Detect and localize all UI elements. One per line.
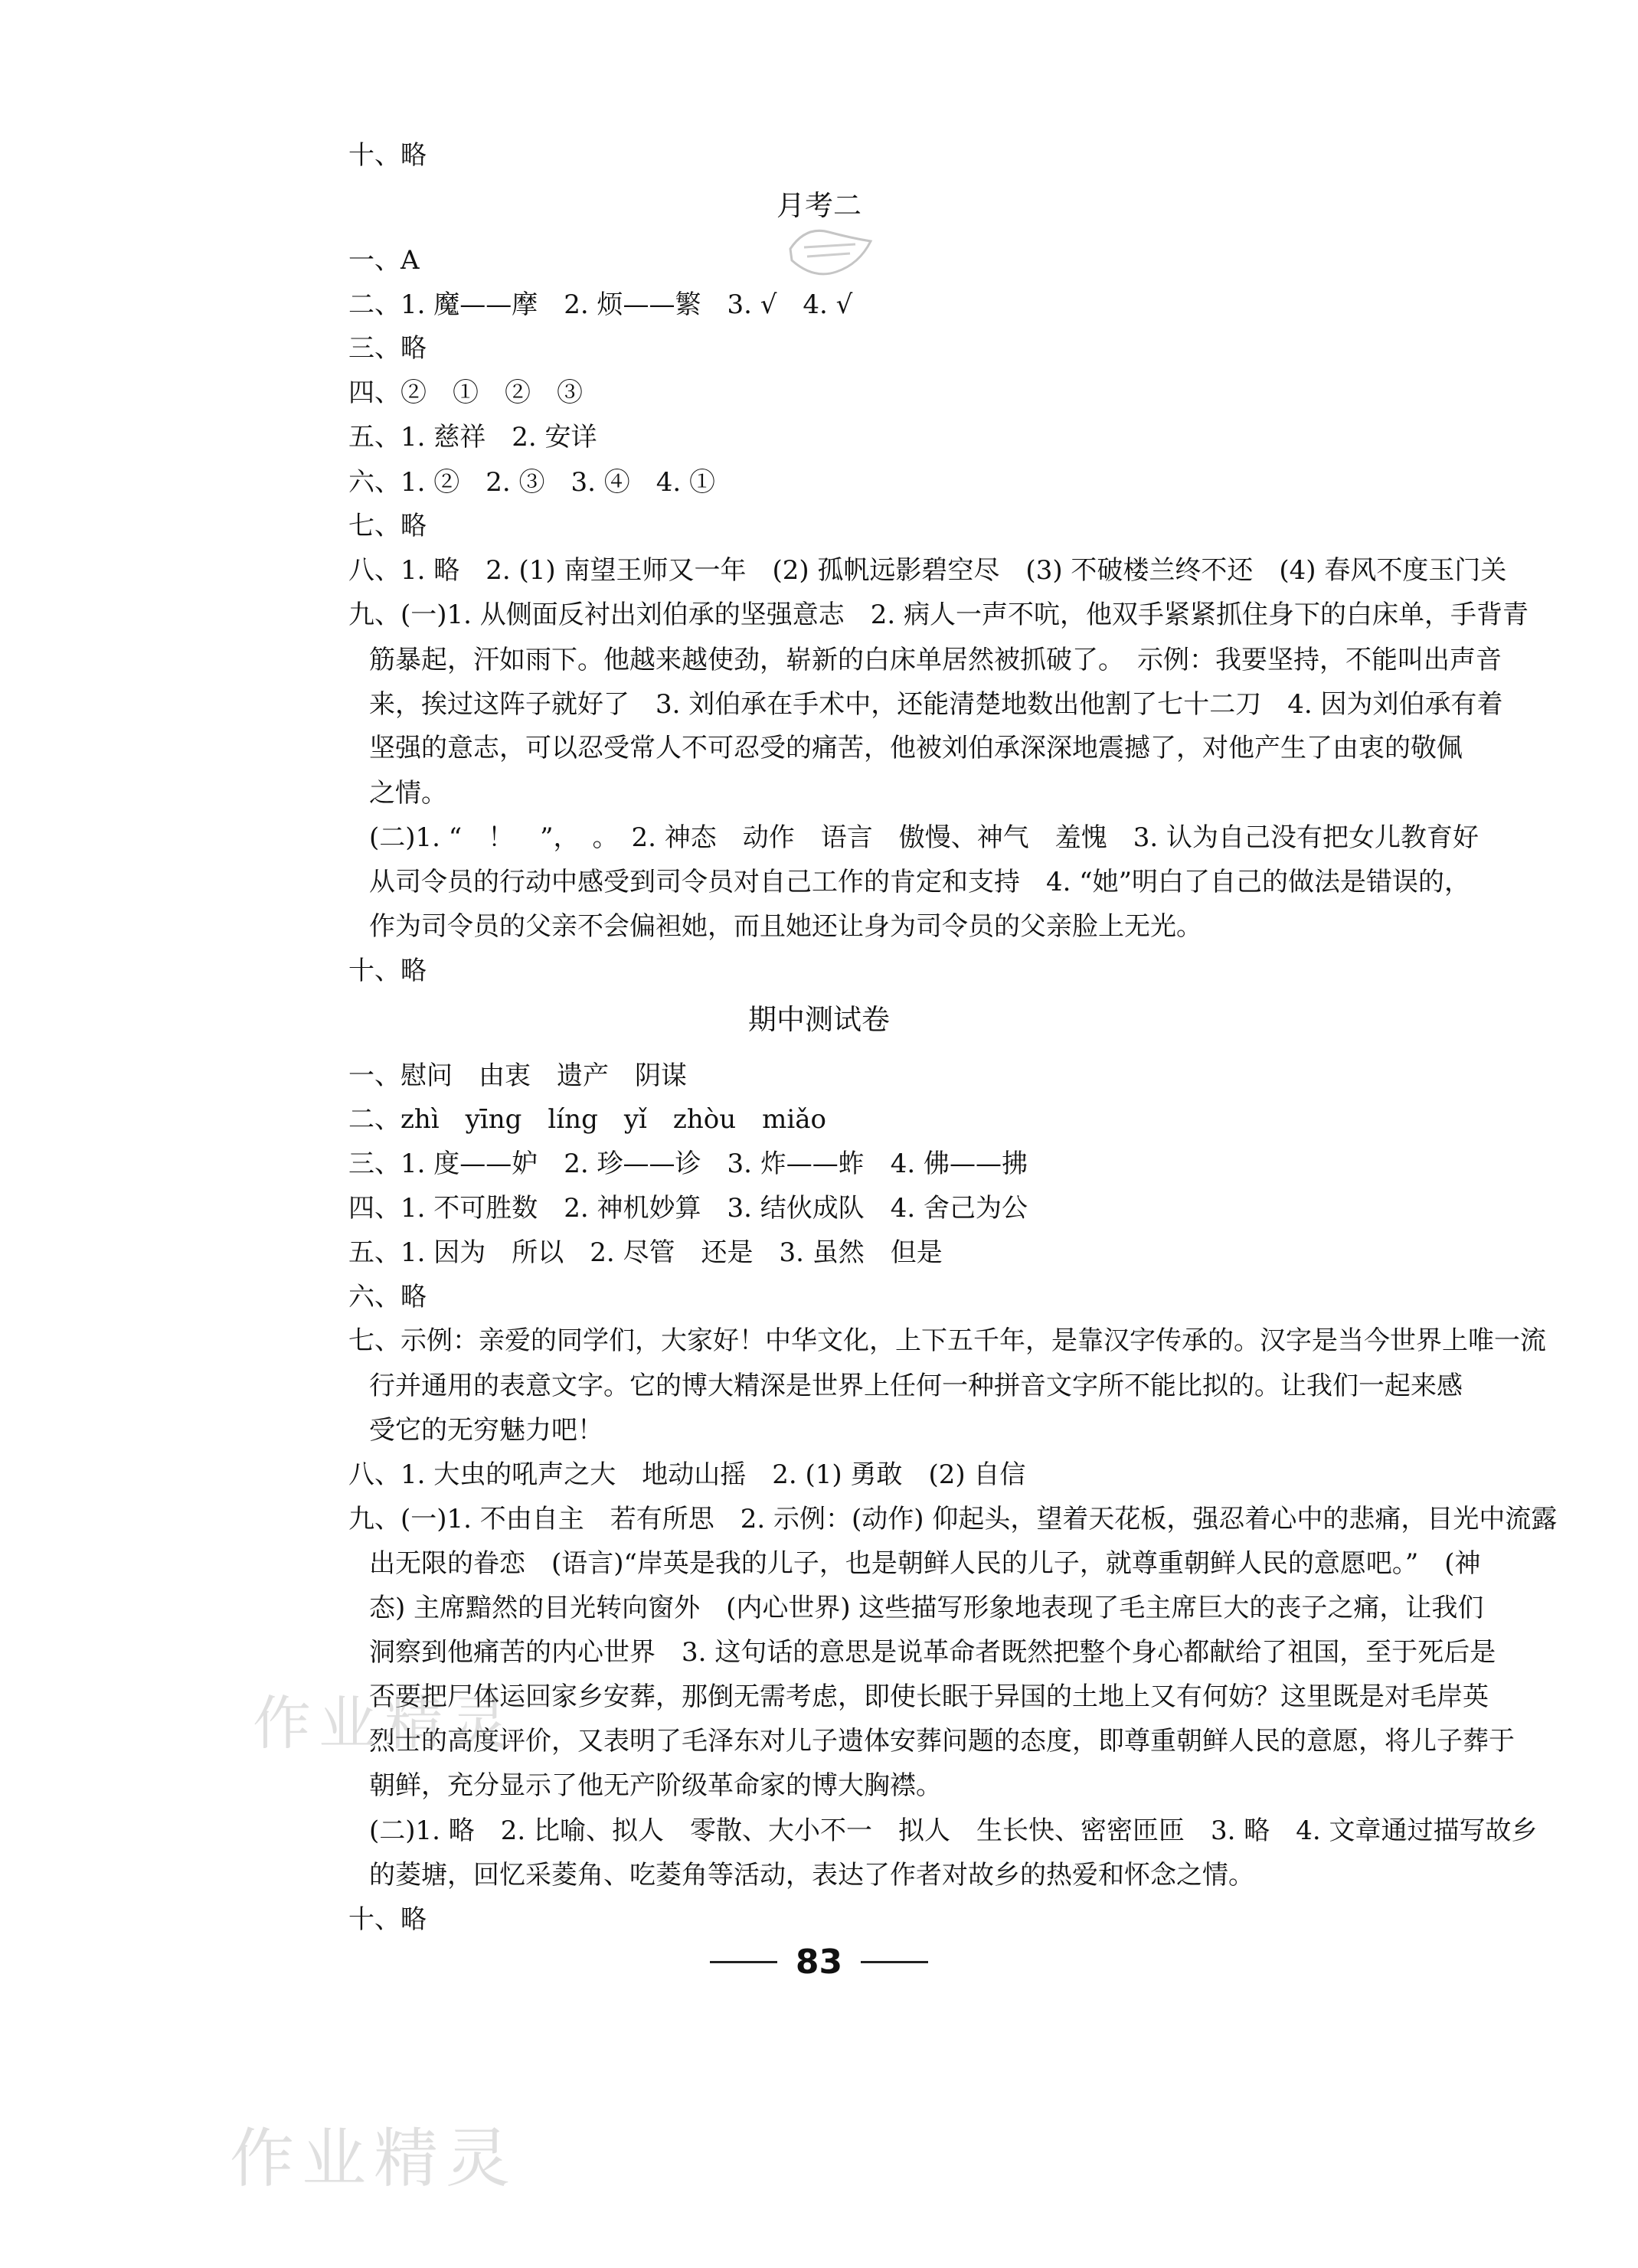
answer-line: 来，挨过这阵子就好了 3. 刘伯承在手术中，还能清楚地数出他割了七十二刀 4. 因为刘伯承有着 <box>369 689 1503 720</box>
answer-line: 十、略 <box>348 140 427 171</box>
answer-line: 朝鲜，充分显示了他无产阶级革命家的博大胸襟。 <box>369 1770 942 1801</box>
answer-line: 二、zhì yīng líng yǐ zhòu miǎo <box>348 1104 826 1135</box>
answer-line: 六、1. ② 2. ③ 3. ④ 4. ① <box>348 467 715 498</box>
answer-line: (二)1. 略 2. 比喻、拟人 零散、大小不一 拟人 生长快、密密匝匝 3. 略 4. 文章通过描写故乡 <box>369 1815 1538 1846</box>
answer-line: 六、略 <box>348 1282 427 1312</box>
answer-line: 五、1. 因为 所以 2. 尽管 还是 3. 虽然 但是 <box>348 1237 943 1268</box>
answer-line: 二、1. 魔——摩 2. 烦——繁 3. √ 4. √ <box>348 289 853 320</box>
answer-line: 态) 主席黯然的目光转向窗外 (内心世界) 这些描写形象地表现了毛主席巨大的丧子之痛，让我们 <box>369 1593 1484 1623</box>
answer-line: 九、(一)1. 不由自主 若有所思 2. 示例：(动作) 仰起头，望着天花板，强忍着心中的悲痛，目光中流露 <box>348 1504 1558 1534</box>
answer-line: 八、1. 大虫的吼声之大 地动山摇 2. (1) 勇敢 (2) 自信 <box>348 1459 1026 1490</box>
answer-line: 三、1. 度——妒 2. 珍——诊 3. 炸——蚱 4. 佛——拂 <box>348 1149 1028 1179</box>
answer-line: 七、示例：亲爱的同学们，大家好！中华文化，上下五千年，是靠汉字传承的。汉字是当今世界上唯一流 <box>348 1325 1546 1356</box>
page-number-left-rule <box>710 1961 777 1963</box>
answer-line: 筋暴起，汗如雨下。他越来越使劲，崭新的白床单居然被抓破了。 示例：我要坚持，不能叫出声音 <box>369 645 1502 675</box>
answer-line: 九、(一)1. 从侧面反衬出刘伯承的坚强意志 2. 病人一声不吭，他双手紧紧抓住身下的白床单，手背青 <box>348 600 1529 630</box>
page-number <box>0 1931 1638 1992</box>
answer-line: 一、慰问 由衷 遗产 阴谋 <box>348 1060 687 1091</box>
answer-line: 洞察到他痛苦的内心世界 3. 这句话的意思是说革命者既然把整个身心都献给了祖国，至于死后是 <box>369 1637 1496 1668</box>
answer-line: 十、略 <box>348 956 427 986</box>
answer-line: 五、1. 慈祥 2. 安详 <box>348 422 597 453</box>
answer-line: 作为司令员的父亲不会偏袒她，而且她还让身为司令员的父亲脸上无光。 <box>369 911 1202 942</box>
page-number-value: 83 <box>795 1942 843 1982</box>
answer-line: 受它的无穷魅力吧！ <box>369 1415 603 1446</box>
answer-line: 四、② ① ② ③ <box>348 377 583 408</box>
answer-line: 四、1. 不可胜数 2. 神机妙算 3. 结伙成队 4. 舍己为公 <box>348 1193 1028 1224</box>
answer-line: 七、略 <box>348 511 427 541</box>
ink-stamp-icon <box>783 218 879 281</box>
answer-line: 一、A <box>348 245 420 276</box>
answer-line: 八、1. 略 2. (1) 南望王师又一年 (2) 孤帆远影碧空尽 (3) 不破楼兰终不还 (4) 春风不度玉门关 <box>348 555 1507 586</box>
answer-line: 的菱塘，回忆采菱角、吃菱角等活动，表达了作者对故乡的热爱和怀念之情。 <box>369 1860 1254 1891</box>
answer-line: 之情。 <box>369 778 447 809</box>
answer-line: 从司令员的行动中感受到司令员对自己工作的肯定和支持 4. “她”明白了自己的做法是错误的， <box>369 867 1471 897</box>
answer-line: 坚强的意志，可以忍受常人不可忍受的痛苦，他被刘伯承深深地震撼了，对他产生了由衷的敬佩 <box>369 733 1463 763</box>
page-number-right-rule <box>861 1961 928 1963</box>
watermark-text: 作业精灵 <box>230 2121 518 2196</box>
answer-line: 出无限的眷恋 (语言)“岸英是我的儿子，也是朝鲜人民的儿子，就尊重朝鲜人民的意愿吧。” (神 <box>369 1548 1481 1579</box>
watermark-text: 作业精灵 <box>253 1689 516 1757</box>
answer-line: 三、略 <box>348 333 427 364</box>
answer-line: (二)1. “ ！ ”， 。 2. 神态 动作 语言 傲慢、神气 羞愧 3. 认为自己没有把女儿教育好 <box>369 822 1479 853</box>
section-title: 月考二 <box>776 189 862 222</box>
answer-line: 十、略 <box>348 1904 427 1935</box>
section-title: 期中测试卷 <box>748 1003 890 1036</box>
answer-line: 烈士的高度评价，又表明了毛泽东对儿子遗体安葬问题的态度，即尊重朝鲜人民的意愿，将儿子葬于 <box>369 1726 1515 1757</box>
answer-line: 否要把尸体运回家乡安葬，那倒无需考虑，即使长眠于异国的土地上又有何妨？这里既是对毛岸英 <box>369 1681 1489 1712</box>
answer-line: 行并通用的表意文字。它的博大精深是世界上任何一种拼音文字所不能比拟的。让我们一起来感 <box>369 1371 1463 1401</box>
